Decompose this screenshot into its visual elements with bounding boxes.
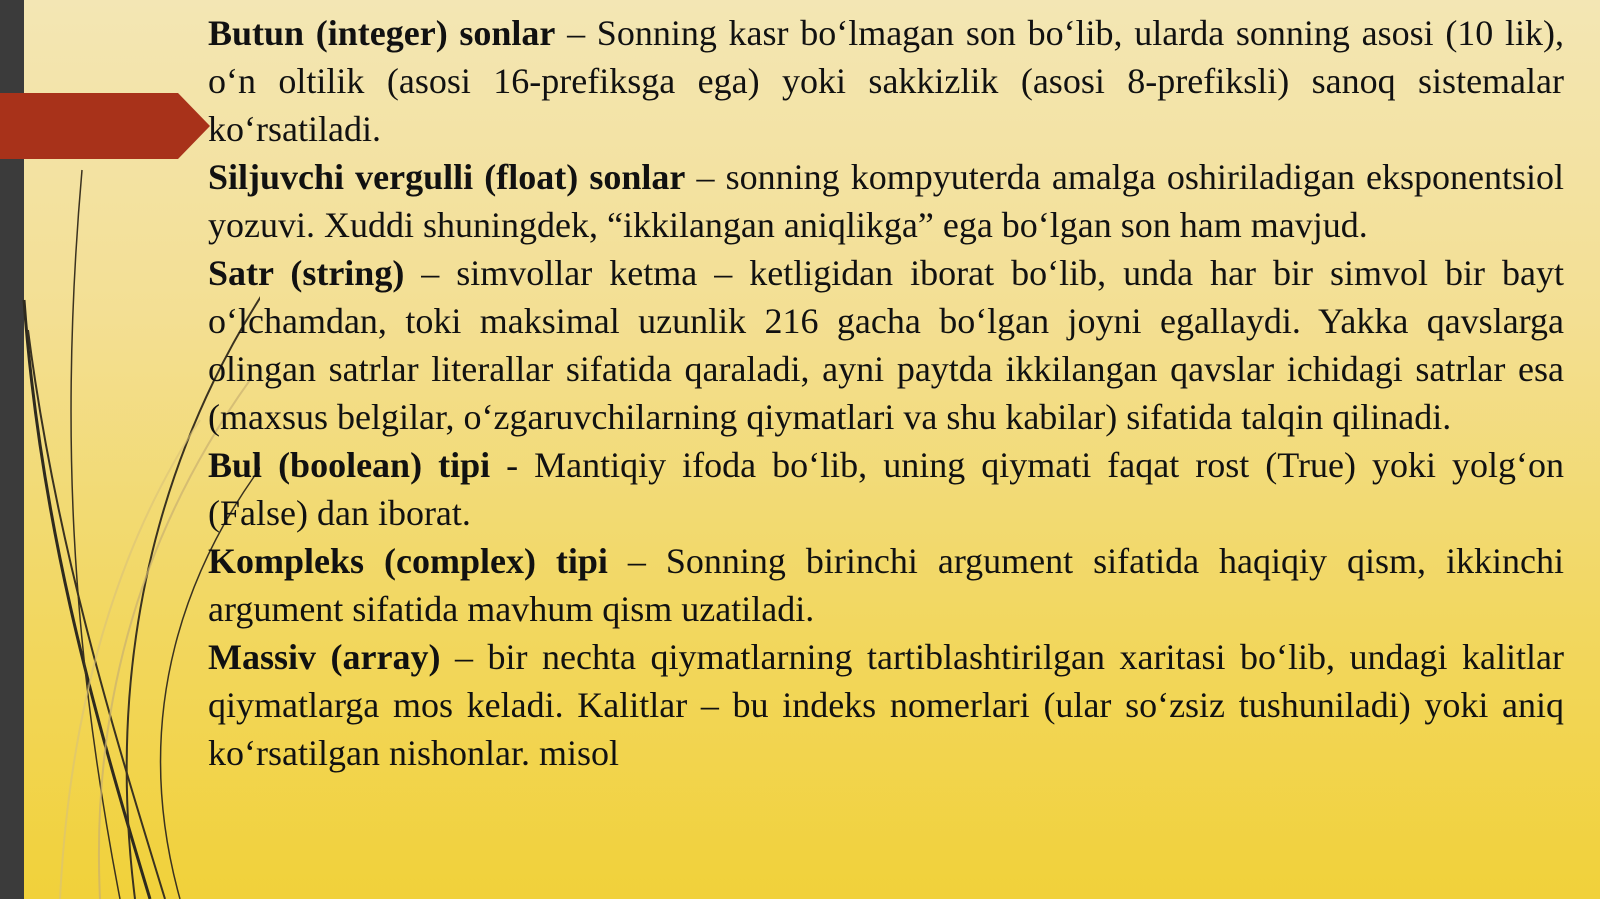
paragraph-integer [208, 9, 1564, 153]
term-integer: Butun (integer) sonlar [208, 13, 556, 53]
paragraph-complex [208, 537, 1564, 633]
description-boolean: - Mantiqiy ifoda bo‘lib, uning qiymati faqat rost (True) yoki yolg‘on (False) dan iborat. [208, 445, 1564, 533]
description-array: – bir nechta qiymatlarning tartiblashtirilgan xaritasi bo‘lib, undagi kalitlar qiymatlarga mos keladi. Kalitlar – bu indeks nomerlari (ular so‘zsiz tushuniladi) yoki aniq ko‘rsatilgan nishonlar. misol [208, 637, 1564, 773]
content-text-block [208, 9, 1564, 777]
red-arrow-shape [0, 93, 210, 159]
term-string: Satr (string) [208, 253, 405, 293]
description-integer: – Sonning kasr bo‘lmagan son bo‘lib, ularda sonning asosi (10 lik), o‘n oltilik (asosi 16-prefiksga ega) yoki sakkizlik (asosi 8-prefiksli) sanoq sistemalar ko‘rsatiladi. [208, 13, 1565, 149]
description-complex: – Sonning birinchi argument sifatida haqiqiy qism, ikkinchi argument sifatida mavhum qism uzatiladi. [208, 541, 1564, 629]
description-float: – sonning kompyuterda amalga oshiriladigan eksponentsiol yozuvi. Xuddi shuningdek, “ikkilangan aniqlikga” ega bo‘lgan son ham mavjud. [208, 157, 1564, 245]
paragraph-string [208, 249, 1564, 441]
term-boolean: Bul (boolean) tipi [208, 445, 491, 485]
description-string: – simvollar ketma – ketligidan iborat bo‘lib, unda har bir simvol bir bayt o‘lchamdan, toki maksimal uzunlik 216 gacha bo‘lgan joyni egallaydi. Yakka qavslarga olingan satrlar literallar sifatida qaraladi, ayni paytda ikkilangan qavslar ichidagi satrlar esa (maxsus belgilar, o‘zgaruvchilarning qiymatlari va shu kabilar) sifatida talqin qilinadi. [208, 253, 1564, 437]
paragraph-float [208, 153, 1564, 249]
paragraph-array [208, 633, 1564, 777]
term-array: Massiv (array) [208, 637, 441, 677]
term-float: Siljuvchi vergulli (float) sonlar [208, 157, 686, 197]
paragraph-boolean [208, 441, 1564, 537]
term-complex: Kompleks (complex) tipi [208, 541, 608, 581]
